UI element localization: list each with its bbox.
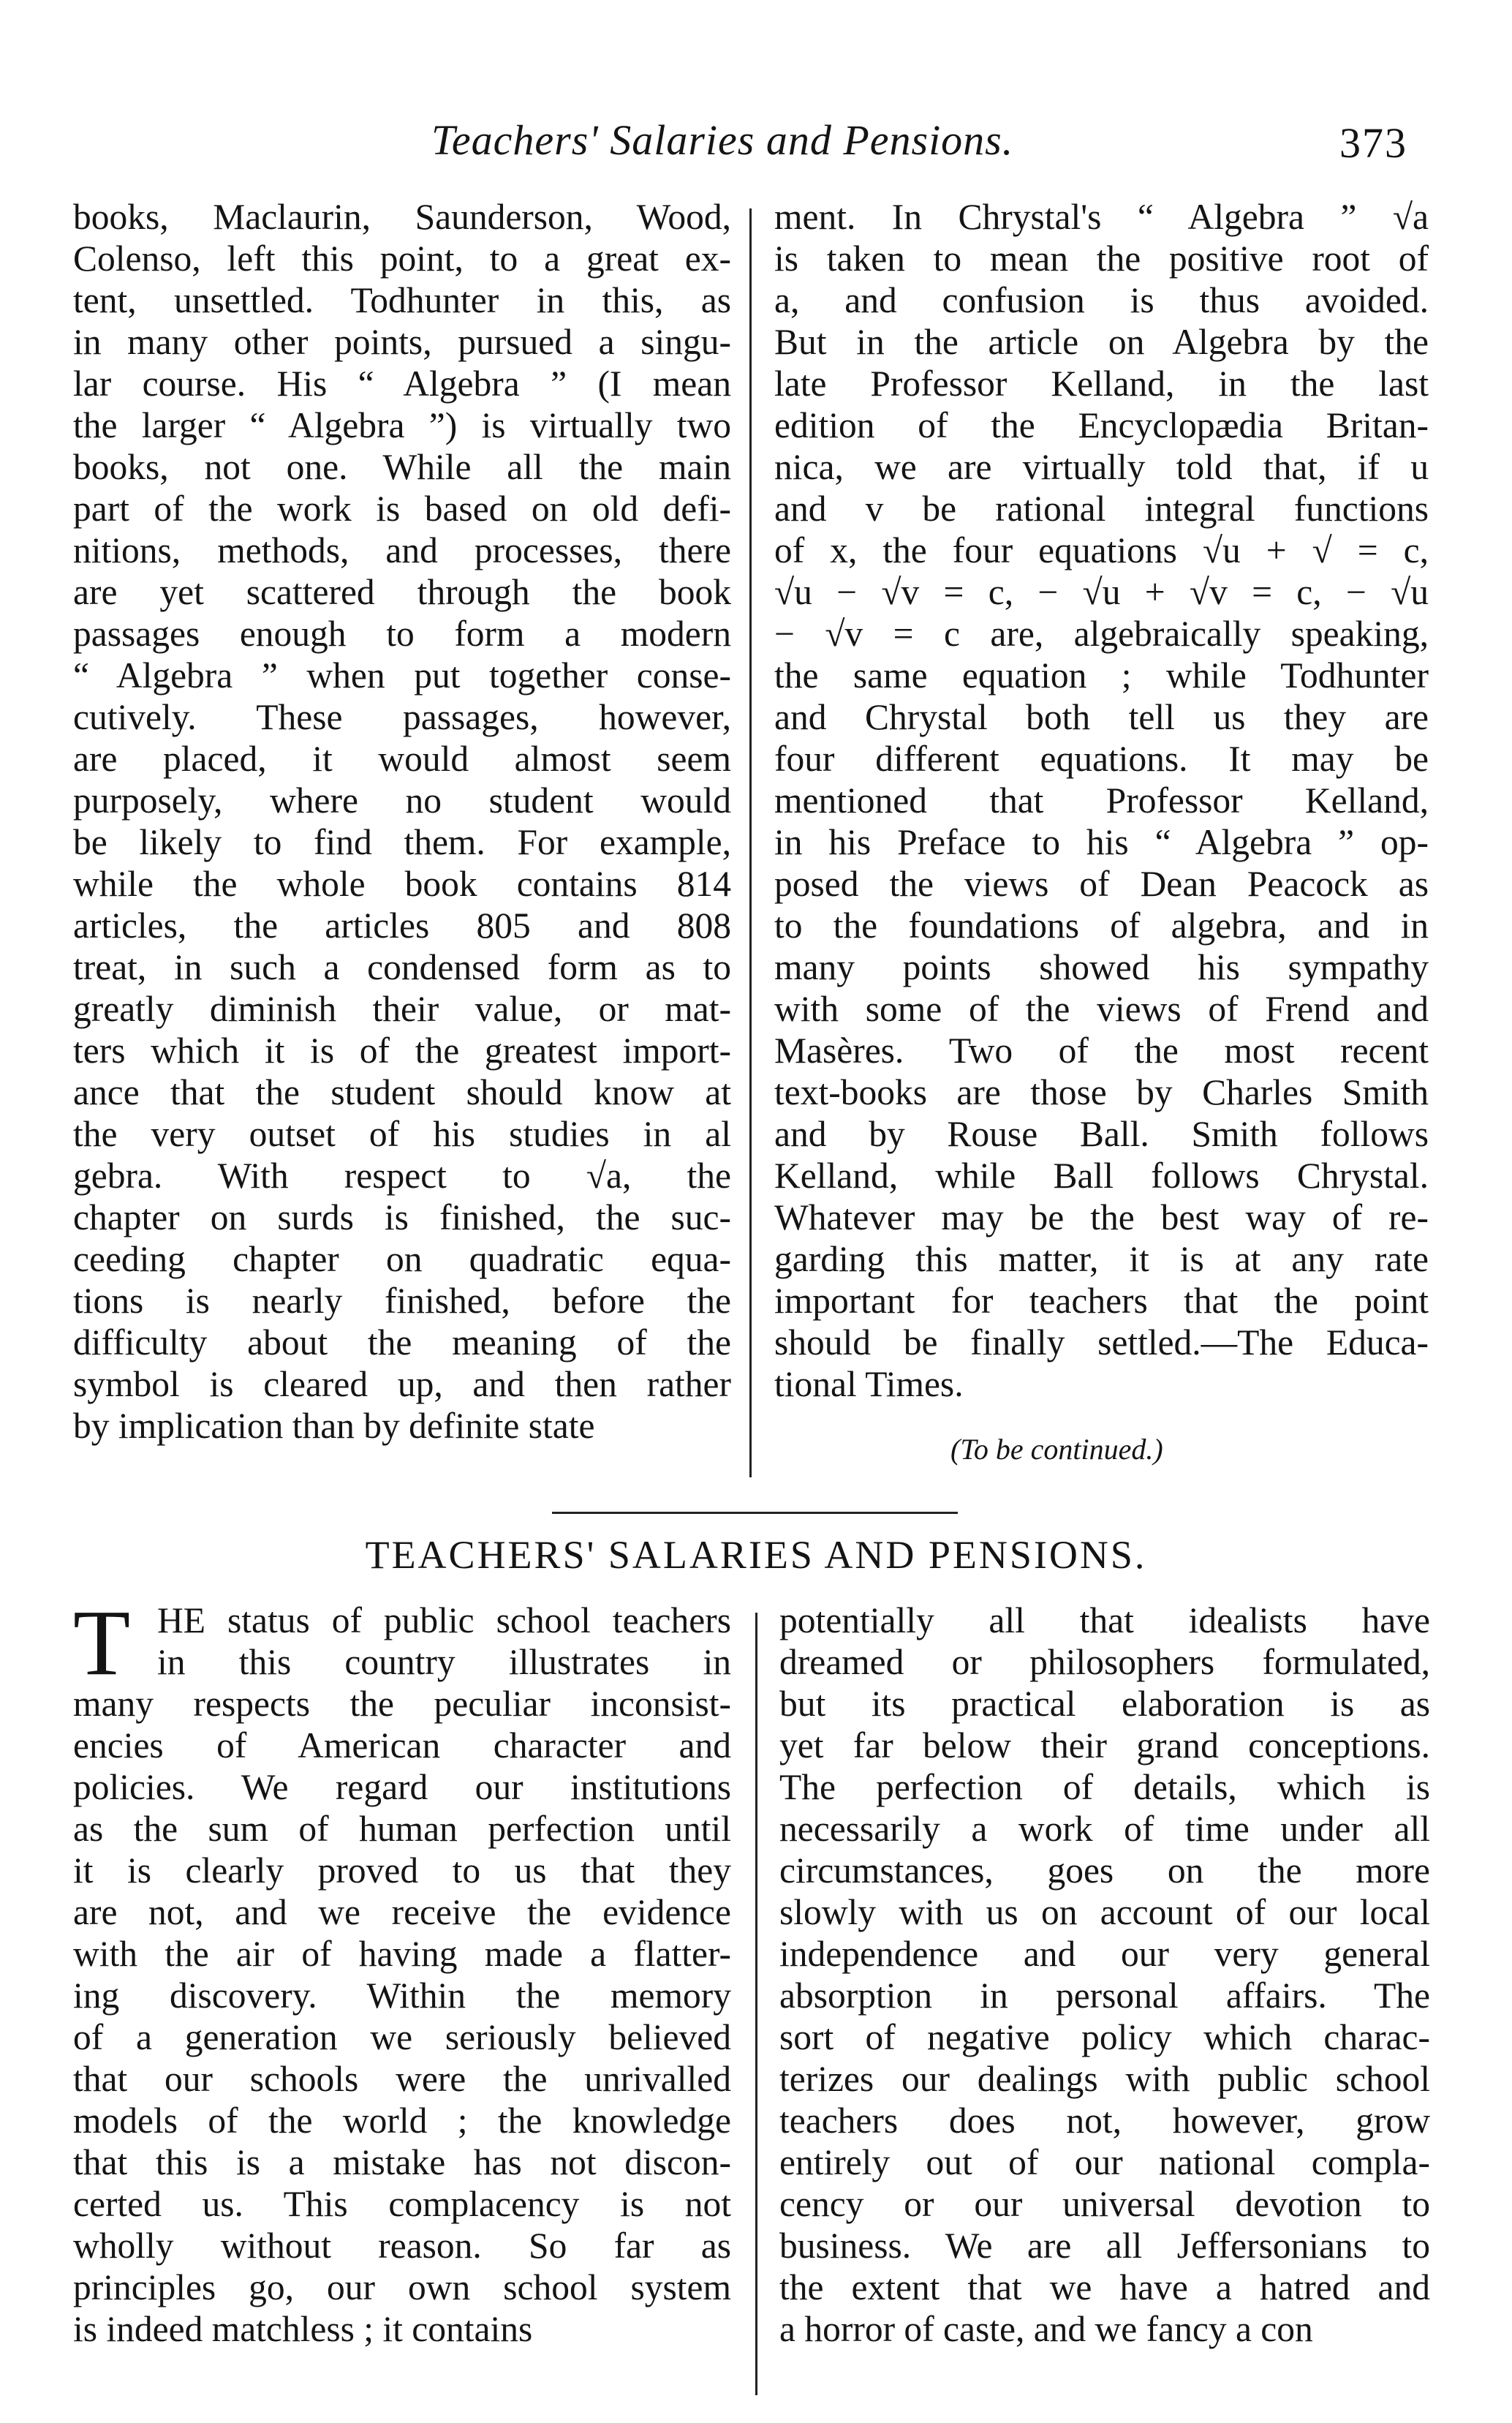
text-line: absorption in personal affairs. The (779, 1975, 1430, 2016)
text-line: important for teachers that the point (774, 1281, 1429, 1321)
text-line: while the whole book contains 814 (73, 864, 731, 904)
drop-cap: T (73, 1591, 131, 1695)
text-line: greatly diminish their value, or mat- (73, 989, 731, 1029)
text-line: a, and confusion is thus avoided. (774, 280, 1429, 320)
text-line: terizes our dealings with public school (779, 2059, 1430, 2099)
text-line: potentially all that idealists have (779, 1600, 1430, 1640)
text-line: in many other points, pursued a singu- (73, 322, 731, 362)
text-line: a horror of caste, and we fancy a con (779, 2309, 1313, 2349)
text-line: it is clearly proved to us that they (73, 1850, 731, 1891)
page-number: 373 (1339, 119, 1407, 167)
text-line: garding this matter, it is at any rate (774, 1239, 1429, 1279)
text-line: the extent that we have a hatred and (779, 2267, 1430, 2307)
text-line: passages enough to form a modern (73, 614, 731, 654)
bottom-right-column (779, 1599, 1430, 2350)
text-line: ters which it is of the greatest import- (73, 1030, 731, 1071)
text-line: and Chrystal both tell us they are (774, 697, 1429, 737)
text-line: tional Times. (774, 1364, 964, 1404)
text-line: books, not one. While all the main (73, 447, 731, 487)
text-line: are yet scattered through the book (73, 572, 731, 612)
text-line: “ Algebra ” when put together conse- (73, 655, 731, 696)
text-line: four different equations. It may be (774, 739, 1429, 779)
text-line: and v be rational integral functions (774, 489, 1429, 529)
text-line: by implication than by definite state (73, 1406, 595, 1446)
text-line: articles, the articles 805 and 808 (73, 905, 731, 946)
text-line: that this is a mistake has not discon- (73, 2142, 731, 2182)
text-line: circumstances, goes on the more (779, 1850, 1430, 1891)
text-line: is indeed matchless ; it contains (73, 2309, 533, 2349)
text-line: HE status of public school teachers (157, 1600, 731, 1640)
column-divider-bottom (755, 1613, 757, 2395)
text-line: difficulty about the meaning of the (73, 1322, 731, 1363)
text-line: of a generation we seriously believed (73, 2017, 731, 2057)
text-line: encies of American character and (73, 1725, 731, 1766)
text-line: with some of the views of Frend and (774, 989, 1429, 1029)
text-line: business. We are all Jeffersonians to (779, 2226, 1430, 2266)
text-line: sort of negative policy which charac- (779, 2017, 1430, 2057)
text-line: books, Maclaurin, Saunderson, Wood, (73, 197, 731, 237)
text-line: purposely, where no student would (73, 780, 731, 821)
text-line: treat, in such a condensed form as to (73, 947, 731, 987)
text-line: √u − √v = c, − √u + √v = c, − √u (774, 572, 1429, 612)
text-line: slowly with us on account of our local (779, 1892, 1430, 1932)
text-line: text-books are those by Charles Smith (774, 1072, 1429, 1112)
text-line: with the air of having made a flatter- (73, 1934, 731, 1974)
continued-note: (To be continued.) (950, 1433, 1163, 1466)
text-line: should be finally settled.—The Educa- (774, 1322, 1429, 1363)
text-line: teachers does not, however, grow (779, 2100, 1430, 2141)
top-left-column (73, 196, 731, 1447)
text-line: principles go, our own school system (73, 2267, 731, 2307)
text-line: yet far below their grand conceptions. (779, 1725, 1430, 1766)
top-right-column (774, 196, 1429, 1405)
text-line: cutively. These passages, however, (73, 697, 731, 737)
text-line: chapter on surds is finished, the suc- (73, 1197, 731, 1237)
text-line: many points showed his sympathy (774, 947, 1429, 987)
text-line: tent, unsettled. Todhunter in this, as (73, 280, 731, 320)
text-line: entirely out of our national compla- (779, 2142, 1430, 2182)
text-line: ceeding chapter on quadratic equa- (73, 1239, 731, 1279)
text-line: ing discovery. Within the memory (73, 1975, 731, 2016)
text-line: But in the article on Algebra by the (774, 322, 1429, 362)
text-line: certed us. This complacency is not (73, 2184, 731, 2224)
column-divider-top (749, 208, 752, 1477)
text-line: are placed, it would almost seem (73, 739, 731, 779)
text-line: and by Rouse Ball. Smith follows (774, 1114, 1429, 1154)
text-line: but its practical elaboration is as (779, 1684, 1430, 1724)
text-line: policies. We regard our institutions (73, 1767, 731, 1807)
text-line: to the foundations of algebra, and in (774, 905, 1429, 946)
text-line: part of the work is based on old defi- (73, 489, 731, 529)
text-line: the same equation ; while Todhunter (774, 655, 1429, 696)
text-line: gebra. With respect to √a, the (73, 1156, 731, 1196)
text-line: lar course. His “ Algebra ” (I mean (73, 363, 731, 404)
text-line: that our schools were the unrivalled (73, 2059, 731, 2099)
text-line: nitions, methods, and processes, there (73, 530, 731, 570)
text-line: models of the world ; the knowledge (73, 2100, 731, 2141)
text-line: cency or our universal devotion to (779, 2184, 1430, 2224)
running-title: Teachers' Salaries and Pensions. (431, 116, 1014, 164)
text-line: in his Preface to his “ Algebra ” op- (774, 822, 1429, 862)
text-line: mentioned that Professor Kelland, (774, 780, 1429, 821)
text-line: in this country illustrates in (157, 1642, 731, 1682)
article-title: TEACHERS' SALARIES AND PENSIONS. (365, 1533, 1147, 1577)
text-line: ment. In Chrystal's “ Algebra ” √a (774, 197, 1429, 237)
text-line: the very outset of his studies in al (73, 1114, 731, 1154)
text-line: tions is nearly finished, before the (73, 1281, 731, 1321)
section-divider (552, 1512, 958, 1514)
text-line: be likely to find them. For example, (73, 822, 731, 862)
text-line: Masères. Two of the most recent (774, 1030, 1429, 1071)
text-line: of x, the four equations √u + √ = c, (774, 530, 1429, 570)
text-line: ance that the student should know at (73, 1072, 731, 1112)
text-line: dreamed or philosophers formulated, (779, 1642, 1430, 1682)
text-line: edition of the Encyclopædia Britan- (774, 405, 1429, 445)
text-line: is taken to mean the positive root of (774, 238, 1429, 279)
text-line: as the sum of human perfection until (73, 1809, 731, 1849)
text-line: many respects the peculiar inconsist- (73, 1684, 731, 1724)
text-line: symbol is cleared up, and then rather (73, 1364, 731, 1404)
text-line: wholly without reason. So far as (73, 2226, 731, 2266)
text-line: Colenso, left this point, to a great ex- (73, 238, 731, 279)
text-line: Whatever may be the best way of re- (774, 1197, 1429, 1237)
text-line: independence and our very general (779, 1934, 1430, 1974)
text-line: necessarily a work of time under all (779, 1809, 1430, 1849)
bottom-left-column (73, 1591, 731, 2350)
text-line: nica, we are virtually told that, if u (774, 447, 1429, 487)
text-line: Kelland, while Ball follows Chrystal. (774, 1156, 1429, 1196)
text-line: are not, and we receive the evidence (73, 1892, 731, 1932)
text-line: posed the views of Dean Peacock as (774, 864, 1429, 904)
text-line: late Professor Kelland, in the last (774, 363, 1429, 404)
text-line: the larger “ Algebra ”) is virtually two (73, 405, 731, 445)
text-line: The perfection of details, which is (779, 1767, 1430, 1807)
text-line: − √v = c are, algebraically speaking, (774, 614, 1429, 654)
